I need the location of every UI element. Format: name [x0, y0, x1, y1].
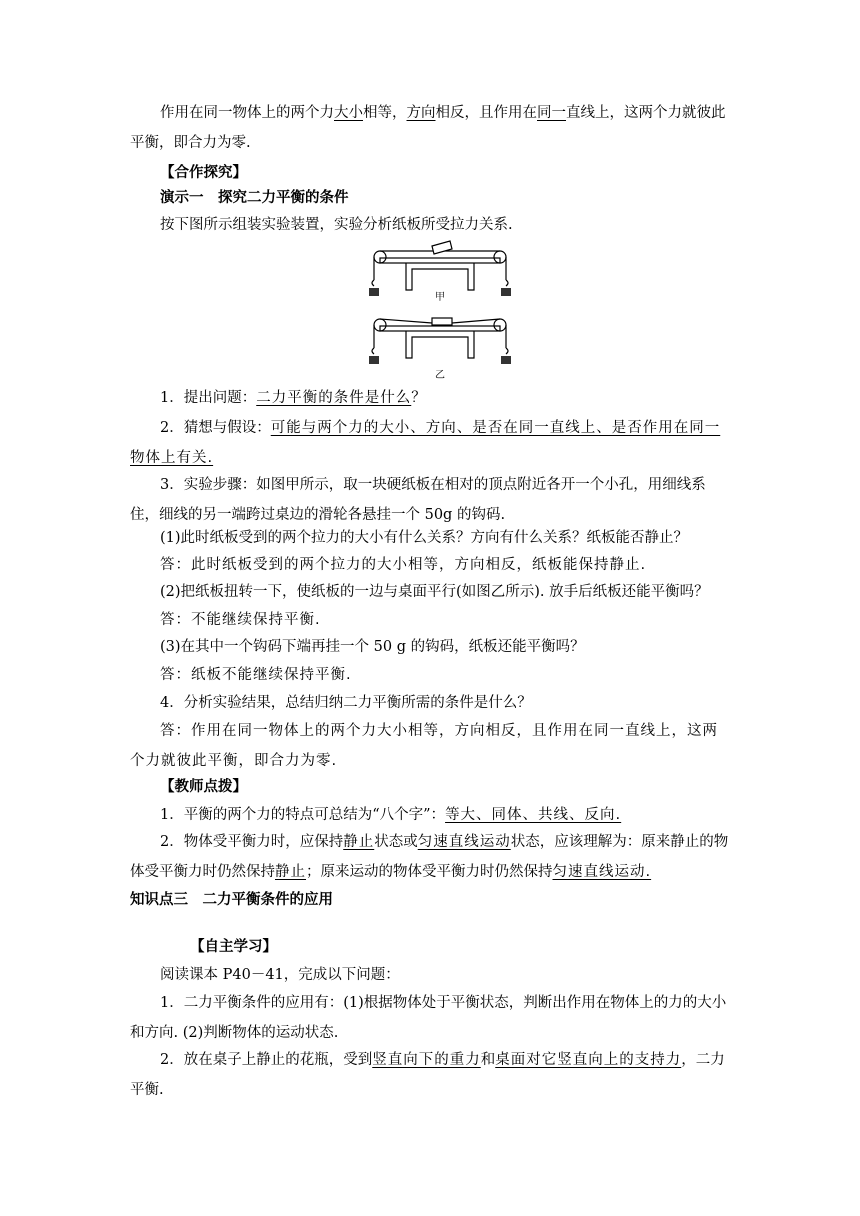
text: ；原来运动的物体受平衡力时仍然保持 [306, 864, 553, 880]
table-top [380, 326, 500, 331]
text: 相反，且作用在 [435, 105, 537, 121]
text: ？ [411, 390, 426, 406]
text: 作用在同一物体上的两个力 [160, 105, 334, 121]
text: ，二力平衡. [130, 1052, 725, 1098]
underlined-answer: 大小 [334, 105, 363, 121]
text: 1．平衡的两个力的特点可总结为“八个字”： [160, 807, 446, 823]
answer-4: 答：作用在同一物体上的两个力大小相等，方向相反，且作用在同一直线上，这两个力就彼此平衡，即合力为零. [130, 723, 718, 769]
text: 状态，应该理解为：原来静止的物体受平衡力时仍然保持 [130, 834, 729, 880]
text: 状态或 [374, 834, 418, 850]
string [380, 319, 432, 323]
text: 1．提出问题： [160, 390, 257, 406]
underlined-answer: 可能与两个力的大小、方向、是否在同一直线上、是否作用在同一物体上有关. [130, 420, 721, 466]
underlined-answer: 匀速直线运动 [417, 834, 511, 850]
step-1 [130, 383, 730, 413]
text: 2．物体受平衡力时，应保持 [160, 834, 344, 850]
section-heading-self-study: 【自主学习】 [190, 939, 277, 955]
underlined-answer: 匀速直线运动. [552, 864, 652, 880]
answer-2: 答：不能继续保持平衡. [160, 612, 321, 628]
cardboard [432, 318, 452, 325]
question-3: (3)在其中一个钩码下端再挂一个 50 g 的钩码，纸板还能平衡吗？ [160, 639, 585, 655]
application-2 [130, 1045, 730, 1105]
text: 直线上，这两个力就彼此平衡，即合力为零. [130, 105, 726, 151]
figure-yi-diagram [360, 306, 520, 370]
right-weight [501, 356, 511, 364]
section-heading-teacher-tip: 【教师点拨】 [160, 779, 247, 795]
step-4: 4．分析实验结果，总结归纳二力平衡所需的条件是什么？ [160, 695, 532, 711]
underlined-answer: 方向 [406, 105, 436, 121]
text: 2．猜想与假设： [160, 420, 271, 436]
knowledge-point-3-heading: 知识点三 二力平衡条件的应用 [130, 892, 333, 908]
underlined-answer: 静止 [275, 864, 306, 880]
question-1: (1)此时纸板受到的两个拉力的大小有什么关系？方向有什么关系？纸板能否静止？ [160, 530, 689, 546]
question-2: (2)把纸板扭转一下，使纸板的一边与桌面平行(如图乙所示). 放手后纸板还能平衡吗？ [160, 584, 709, 600]
underlined-answer: 桌面对它竖直向上的支持力 [495, 1052, 682, 1068]
underlined-answer: 二力平衡的条件是什么 [256, 390, 412, 406]
reading-instruction: 阅读课本 P40－41，完成以下问题： [160, 967, 400, 983]
answer-3: 答：纸板不能继续保持平衡. [160, 667, 352, 683]
tip-2 [130, 827, 730, 887]
section-heading-cooperative: 【合作探究】 [160, 165, 247, 181]
text: 2．放在桌子上静止的花瓶，受到 [160, 1052, 373, 1068]
figure-label-yi: 乙 [435, 370, 445, 381]
answer-1: 答：此时纸板受到的两个拉力的大小相等，方向相反，纸板能保持静止. [160, 557, 647, 573]
step-2 [130, 413, 730, 473]
underlined-answer: 静止 [343, 834, 375, 850]
application-1: 1．二力平衡条件的应用有：(1)根据物体处于平衡状态，判断出作用在物体上的力的大小和方向. (2)判断物体的运动状态. [130, 995, 727, 1041]
table-legs [406, 263, 474, 290]
underlined-answer: 竖直向下的重力 [372, 1052, 481, 1068]
table-top [380, 258, 500, 263]
tip-1 [130, 800, 730, 830]
paragraph-balance-definition [130, 98, 730, 158]
demo-heading: 演示一 探究二力平衡的条件 [160, 190, 349, 206]
underlined-answer: 同一 [537, 105, 566, 121]
figure-label-jia: 甲 [435, 292, 445, 303]
setup-instruction: 按下图所示组装实验装置，实验分析纸板所受拉力关系. [160, 217, 513, 233]
underlined-answer: 等大、同体、共线、反向. [445, 807, 622, 823]
table-legs [406, 331, 474, 358]
cardboard [432, 241, 452, 254]
text: 和 [480, 1052, 496, 1068]
text: 相等， [363, 105, 407, 121]
left-weight [369, 356, 379, 364]
step-3: 3．实验步骤：如图甲所示，取一块硬纸板在相对的顶点附近各开一个小孔，用细线系住，细线的另一端跨过桌边的滑轮各悬挂一个 50g 的钩码. [130, 477, 706, 523]
